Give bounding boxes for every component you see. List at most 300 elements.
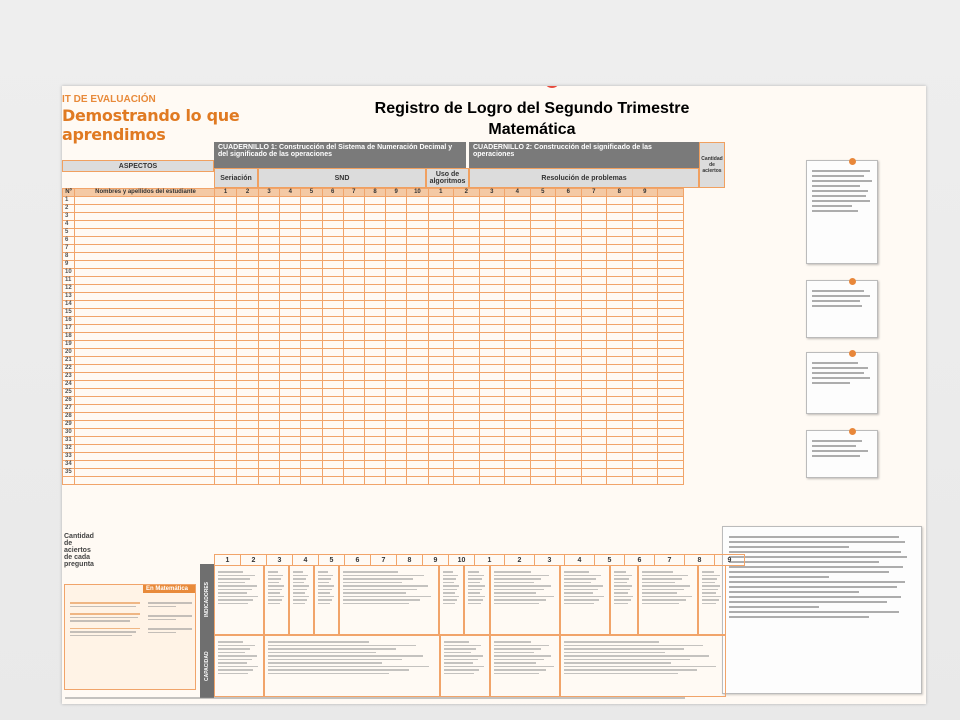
grid-cell[interactable] — [75, 229, 215, 237]
grid-cell[interactable] — [237, 197, 259, 205]
grid-cell[interactable] — [75, 357, 215, 365]
grid-cell[interactable] — [259, 365, 280, 373]
grid-cell[interactable] — [607, 277, 633, 285]
grid-cell[interactable] — [428, 365, 454, 373]
grid-cell[interactable] — [280, 453, 301, 461]
grid-cell[interactable] — [428, 453, 454, 461]
grid-cell[interactable] — [386, 429, 407, 437]
grid-cell[interactable] — [407, 445, 428, 453]
grid-cell[interactable] — [454, 469, 480, 477]
grid-cell[interactable] — [386, 237, 407, 245]
aciertos-cell[interactable] — [237, 477, 259, 485]
grid-cell[interactable] — [322, 229, 343, 237]
grid-cell[interactable] — [556, 205, 582, 213]
grid-cell[interactable] — [237, 341, 259, 349]
grid-cell[interactable] — [556, 277, 582, 285]
grid-cell[interactable] — [454, 453, 480, 461]
grid-cell[interactable] — [301, 333, 322, 341]
grid-cell[interactable] — [259, 421, 280, 429]
aciertos-cell[interactable] — [581, 477, 607, 485]
grid-cell[interactable] — [343, 293, 364, 301]
grid-cell[interactable] — [428, 429, 454, 437]
grid-cell[interactable] — [215, 405, 237, 413]
grid-cell[interactable] — [301, 437, 322, 445]
grid-cell[interactable] — [364, 237, 385, 245]
grid-cell[interactable] — [364, 445, 385, 453]
grid-cell[interactable] — [386, 253, 407, 261]
grid-cell[interactable] — [386, 213, 407, 221]
grid-cell[interactable] — [215, 453, 237, 461]
grid-cell[interactable] — [454, 373, 480, 381]
grid-cell[interactable] — [343, 269, 364, 277]
grid-cell[interactable] — [386, 293, 407, 301]
grid-cell[interactable] — [259, 285, 280, 293]
grid-cell[interactable] — [75, 197, 215, 205]
grid-cell[interactable] — [237, 357, 259, 365]
grid-cell[interactable] — [322, 309, 343, 317]
grid-cell[interactable] — [364, 301, 385, 309]
grid-cell[interactable] — [322, 205, 343, 213]
grid-cell[interactable] — [215, 285, 237, 293]
grid-cell[interactable] — [280, 245, 301, 253]
grid-cell[interactable] — [386, 269, 407, 277]
grid-cell[interactable] — [75, 437, 215, 445]
grid-cell[interactable] — [505, 309, 531, 317]
grid-cell[interactable] — [237, 293, 259, 301]
grid-cell[interactable] — [237, 413, 259, 421]
grid-cell[interactable] — [386, 197, 407, 205]
grid-cell[interactable] — [407, 413, 428, 421]
grid-cell[interactable] — [530, 317, 556, 325]
grid-cell[interactable] — [454, 325, 480, 333]
grid-cell[interactable] — [322, 397, 343, 405]
grid-cell[interactable] — [479, 421, 505, 429]
aciertos-cell[interactable] — [658, 477, 684, 485]
grid-cell[interactable] — [658, 261, 684, 269]
grid-cell[interactable] — [259, 453, 280, 461]
grid-cell[interactable] — [364, 325, 385, 333]
grid-cell[interactable] — [280, 317, 301, 325]
grid-cell[interactable] — [505, 213, 531, 221]
grid-cell[interactable] — [454, 253, 480, 261]
grid-cell[interactable] — [407, 389, 428, 397]
grid-cell[interactable] — [280, 261, 301, 269]
grid-cell[interactable] — [658, 333, 684, 341]
grid-cell[interactable] — [581, 309, 607, 317]
grid-cell[interactable] — [343, 309, 364, 317]
grid-cell[interactable] — [556, 413, 582, 421]
grid-cell[interactable] — [237, 213, 259, 221]
grid-cell[interactable] — [658, 309, 684, 317]
grid-cell[interactable] — [75, 421, 215, 429]
grid-cell[interactable] — [343, 205, 364, 213]
grid-cell[interactable] — [386, 261, 407, 269]
grid-cell[interactable] — [581, 333, 607, 341]
grid-cell[interactable] — [530, 301, 556, 309]
grid-cell[interactable] — [505, 333, 531, 341]
grid-cell[interactable] — [75, 453, 215, 461]
grid-cell[interactable] — [607, 317, 633, 325]
grid-cell[interactable] — [215, 469, 237, 477]
grid-cell[interactable] — [301, 253, 322, 261]
grid-cell[interactable] — [237, 461, 259, 469]
grid-cell[interactable] — [322, 261, 343, 269]
grid-cell[interactable] — [215, 253, 237, 261]
grid-cell[interactable] — [237, 229, 259, 237]
grid-cell[interactable] — [386, 341, 407, 349]
grid-cell[interactable] — [505, 365, 531, 373]
grid-cell[interactable] — [301, 429, 322, 437]
grid-cell[interactable] — [407, 205, 428, 213]
grid-cell[interactable] — [301, 325, 322, 333]
grid-cell[interactable] — [237, 205, 259, 213]
grid-cell[interactable] — [530, 277, 556, 285]
grid-cell[interactable] — [280, 381, 301, 389]
grid-cell[interactable] — [581, 397, 607, 405]
grid-cell[interactable] — [407, 285, 428, 293]
grid-cell[interactable] — [364, 461, 385, 469]
grid-cell[interactable] — [479, 205, 505, 213]
grid-cell[interactable] — [259, 445, 280, 453]
grid-cell[interactable] — [386, 461, 407, 469]
aciertos-cell[interactable] — [280, 477, 301, 485]
grid-cell[interactable] — [301, 445, 322, 453]
grid-cell[interactable] — [301, 261, 322, 269]
grid-cell[interactable] — [530, 445, 556, 453]
grid-cell[interactable] — [632, 253, 658, 261]
grid-cell[interactable] — [364, 405, 385, 413]
grid-cell[interactable] — [632, 349, 658, 357]
grid-cell[interactable] — [301, 381, 322, 389]
grid-cell[interactable] — [75, 253, 215, 261]
grid-cell[interactable] — [75, 277, 215, 285]
grid-cell[interactable] — [280, 269, 301, 277]
grid-cell[interactable] — [280, 445, 301, 453]
grid-cell[interactable] — [301, 269, 322, 277]
grid-cell[interactable] — [75, 341, 215, 349]
grid-cell[interactable] — [632, 277, 658, 285]
grid-cell[interactable] — [301, 285, 322, 293]
grid-cell[interactable] — [530, 469, 556, 477]
grid-cell[interactable] — [364, 349, 385, 357]
grid-cell[interactable] — [658, 253, 684, 261]
grid-cell[interactable] — [364, 421, 385, 429]
grid-cell[interactable] — [215, 269, 237, 277]
grid-cell[interactable] — [407, 245, 428, 253]
grid-cell[interactable] — [454, 309, 480, 317]
grid-cell[interactable] — [215, 245, 237, 253]
grid-cell[interactable] — [364, 389, 385, 397]
grid-cell[interactable] — [479, 221, 505, 229]
grid-cell[interactable] — [428, 213, 454, 221]
grid-cell[interactable] — [632, 389, 658, 397]
grid-cell[interactable] — [237, 453, 259, 461]
grid-cell[interactable] — [454, 285, 480, 293]
grid-cell[interactable] — [322, 445, 343, 453]
grid-cell[interactable] — [505, 421, 531, 429]
grid-cell[interactable] — [530, 229, 556, 237]
grid-cell[interactable] — [505, 349, 531, 357]
grid-cell[interactable] — [75, 373, 215, 381]
grid-cell[interactable] — [322, 469, 343, 477]
grid-cell[interactable] — [259, 293, 280, 301]
grid-cell[interactable] — [215, 421, 237, 429]
grid-cell[interactable] — [215, 373, 237, 381]
grid-cell[interactable] — [581, 213, 607, 221]
grid-cell[interactable] — [428, 333, 454, 341]
grid-cell[interactable] — [479, 237, 505, 245]
grid-cell[interactable] — [632, 229, 658, 237]
grid-cell[interactable] — [75, 381, 215, 389]
grid-cell[interactable] — [428, 349, 454, 357]
grid-cell[interactable] — [530, 381, 556, 389]
grid-cell[interactable] — [428, 293, 454, 301]
grid-cell[interactable] — [237, 397, 259, 405]
grid-cell[interactable] — [364, 413, 385, 421]
grid-cell[interactable] — [581, 389, 607, 397]
grid-cell[interactable] — [632, 453, 658, 461]
grid-cell[interactable] — [386, 309, 407, 317]
grid-cell[interactable] — [343, 253, 364, 261]
grid-cell[interactable] — [505, 453, 531, 461]
grid-cell[interactable] — [322, 277, 343, 285]
grid-cell[interactable] — [658, 285, 684, 293]
grid-cell[interactable] — [581, 301, 607, 309]
grid-cell[interactable] — [237, 277, 259, 285]
grid-cell[interactable] — [343, 237, 364, 245]
grid-cell[interactable] — [658, 469, 684, 477]
grid-cell[interactable] — [505, 277, 531, 285]
grid-cell[interactable] — [556, 253, 582, 261]
grid-cell[interactable] — [607, 245, 633, 253]
grid-cell[interactable] — [658, 229, 684, 237]
grid-cell[interactable] — [259, 437, 280, 445]
grid-cell[interactable] — [322, 381, 343, 389]
grid-cell[interactable] — [407, 221, 428, 229]
grid-cell[interactable] — [479, 413, 505, 421]
grid-cell[interactable] — [301, 397, 322, 405]
grid-cell[interactable] — [75, 213, 215, 221]
grid-cell[interactable] — [428, 229, 454, 237]
grid-cell[interactable] — [75, 445, 215, 453]
grid-cell[interactable] — [556, 429, 582, 437]
grid-cell[interactable] — [259, 325, 280, 333]
grid-cell[interactable] — [530, 213, 556, 221]
grid-cell[interactable] — [658, 277, 684, 285]
grid-cell[interactable] — [237, 253, 259, 261]
grid-cell[interactable] — [386, 325, 407, 333]
grid-cell[interactable] — [301, 293, 322, 301]
grid-cell[interactable] — [364, 221, 385, 229]
grid-cell[interactable] — [386, 221, 407, 229]
grid-cell[interactable] — [479, 229, 505, 237]
grid-cell[interactable] — [505, 253, 531, 261]
grid-cell[interactable] — [556, 469, 582, 477]
grid-cell[interactable] — [237, 237, 259, 245]
grid-cell[interactable] — [505, 461, 531, 469]
grid-cell[interactable] — [658, 421, 684, 429]
grid-cell[interactable] — [530, 405, 556, 413]
grid-cell[interactable] — [322, 453, 343, 461]
grid-cell[interactable] — [505, 373, 531, 381]
grid-cell[interactable] — [75, 269, 215, 277]
grid-cell[interactable] — [301, 469, 322, 477]
grid-cell[interactable] — [343, 245, 364, 253]
grid-cell[interactable] — [632, 301, 658, 309]
grid-cell[interactable] — [607, 413, 633, 421]
grid-cell[interactable] — [581, 245, 607, 253]
grid-cell[interactable] — [607, 381, 633, 389]
grid-cell[interactable] — [407, 237, 428, 245]
grid-cell[interactable] — [454, 437, 480, 445]
grid-cell[interactable] — [505, 389, 531, 397]
grid-cell[interactable] — [343, 229, 364, 237]
grid-cell[interactable] — [407, 309, 428, 317]
grid-cell[interactable] — [237, 373, 259, 381]
grid-cell[interactable] — [428, 469, 454, 477]
grid-cell[interactable] — [505, 397, 531, 405]
grid-cell[interactable] — [454, 389, 480, 397]
grid-cell[interactable] — [215, 293, 237, 301]
grid-cell[interactable] — [530, 413, 556, 421]
grid-cell[interactable] — [556, 437, 582, 445]
grid-cell[interactable] — [215, 445, 237, 453]
grid-cell[interactable] — [607, 333, 633, 341]
grid-cell[interactable] — [280, 413, 301, 421]
grid-cell[interactable] — [607, 389, 633, 397]
grid-cell[interactable] — [479, 405, 505, 413]
grid-cell[interactable] — [237, 317, 259, 325]
grid-cell[interactable] — [322, 333, 343, 341]
aciertos-cell[interactable] — [386, 477, 407, 485]
grid-cell[interactable] — [479, 381, 505, 389]
grid-cell[interactable] — [530, 253, 556, 261]
grid-cell[interactable] — [280, 197, 301, 205]
aciertos-cell[interactable] — [407, 477, 428, 485]
grid-cell[interactable] — [280, 309, 301, 317]
grid-cell[interactable] — [215, 461, 237, 469]
grid-cell[interactable] — [364, 293, 385, 301]
grid-cell[interactable] — [280, 325, 301, 333]
grid-cell[interactable] — [407, 381, 428, 389]
grid-cell[interactable] — [479, 213, 505, 221]
grid-cell[interactable] — [301, 413, 322, 421]
grid-cell[interactable] — [454, 301, 480, 309]
grid-cell[interactable] — [259, 301, 280, 309]
grid-cell[interactable] — [607, 325, 633, 333]
grid-cell[interactable] — [75, 405, 215, 413]
grid-cell[interactable] — [386, 229, 407, 237]
grid-cell[interactable] — [454, 397, 480, 405]
grid-cell[interactable] — [343, 325, 364, 333]
grid-cell[interactable] — [343, 277, 364, 285]
grid-cell[interactable] — [454, 245, 480, 253]
grid-cell[interactable] — [322, 437, 343, 445]
grid-cell[interactable] — [428, 277, 454, 285]
grid-cell[interactable] — [454, 269, 480, 277]
grid-cell[interactable] — [322, 325, 343, 333]
grid-cell[interactable] — [556, 309, 582, 317]
grid-cell[interactable] — [428, 197, 454, 205]
grid-cell[interactable] — [581, 205, 607, 213]
grid-cell[interactable] — [322, 269, 343, 277]
grid-cell[interactable] — [75, 325, 215, 333]
grid-cell[interactable] — [530, 245, 556, 253]
grid-cell[interactable] — [215, 413, 237, 421]
grid-cell[interactable] — [259, 229, 280, 237]
grid-cell[interactable] — [632, 437, 658, 445]
grid-cell[interactable] — [607, 213, 633, 221]
grid-cell[interactable] — [658, 357, 684, 365]
grid-cell[interactable] — [530, 325, 556, 333]
grid-cell[interactable] — [237, 245, 259, 253]
grid-cell[interactable] — [556, 333, 582, 341]
grid-cell[interactable] — [658, 237, 684, 245]
grid-cell[interactable] — [505, 413, 531, 421]
grid-cell[interactable] — [301, 205, 322, 213]
grid-cell[interactable] — [530, 285, 556, 293]
grid-cell[interactable] — [632, 373, 658, 381]
grid-cell[interactable] — [407, 437, 428, 445]
grid-cell[interactable] — [581, 421, 607, 429]
grid-cell[interactable] — [386, 277, 407, 285]
grid-cell[interactable] — [530, 261, 556, 269]
grid-cell[interactable] — [407, 373, 428, 381]
grid-cell[interactable] — [215, 229, 237, 237]
grid-cell[interactable] — [215, 197, 237, 205]
grid-cell[interactable] — [607, 469, 633, 477]
grid-cell[interactable] — [407, 341, 428, 349]
grid-cell[interactable] — [75, 317, 215, 325]
grid-cell[interactable] — [386, 285, 407, 293]
grid-cell[interactable] — [632, 421, 658, 429]
grid-cell[interactable] — [237, 309, 259, 317]
grid-cell[interactable] — [505, 285, 531, 293]
grid-cell[interactable] — [215, 317, 237, 325]
grid-cell[interactable] — [364, 317, 385, 325]
grid-cell[interactable] — [280, 373, 301, 381]
grid-cell[interactable] — [556, 341, 582, 349]
grid-cell[interactable] — [632, 397, 658, 405]
grid-cell[interactable] — [454, 221, 480, 229]
grid-cell[interactable] — [215, 325, 237, 333]
aciertos-cell[interactable] — [364, 477, 385, 485]
grid-cell[interactable] — [237, 269, 259, 277]
grid-cell[interactable] — [479, 453, 505, 461]
grid-cell[interactable] — [280, 461, 301, 469]
grid-cell[interactable] — [428, 301, 454, 309]
aciertos-cell[interactable] — [607, 477, 633, 485]
grid-cell[interactable] — [479, 245, 505, 253]
grid-cell[interactable] — [556, 397, 582, 405]
grid-cell[interactable] — [259, 221, 280, 229]
grid-cell[interactable] — [301, 405, 322, 413]
grid-cell[interactable] — [658, 213, 684, 221]
grid-cell[interactable] — [632, 429, 658, 437]
grid-cell[interactable] — [386, 389, 407, 397]
grid-cell[interactable] — [237, 421, 259, 429]
grid-cell[interactable] — [428, 445, 454, 453]
grid-cell[interactable] — [454, 461, 480, 469]
grid-cell[interactable] — [386, 405, 407, 413]
grid-cell[interactable] — [343, 341, 364, 349]
grid-cell[interactable] — [280, 397, 301, 405]
grid-cell[interactable] — [407, 461, 428, 469]
grid-cell[interactable] — [556, 269, 582, 277]
grid-cell[interactable] — [280, 429, 301, 437]
grid-cell[interactable] — [454, 293, 480, 301]
grid-cell[interactable] — [407, 397, 428, 405]
